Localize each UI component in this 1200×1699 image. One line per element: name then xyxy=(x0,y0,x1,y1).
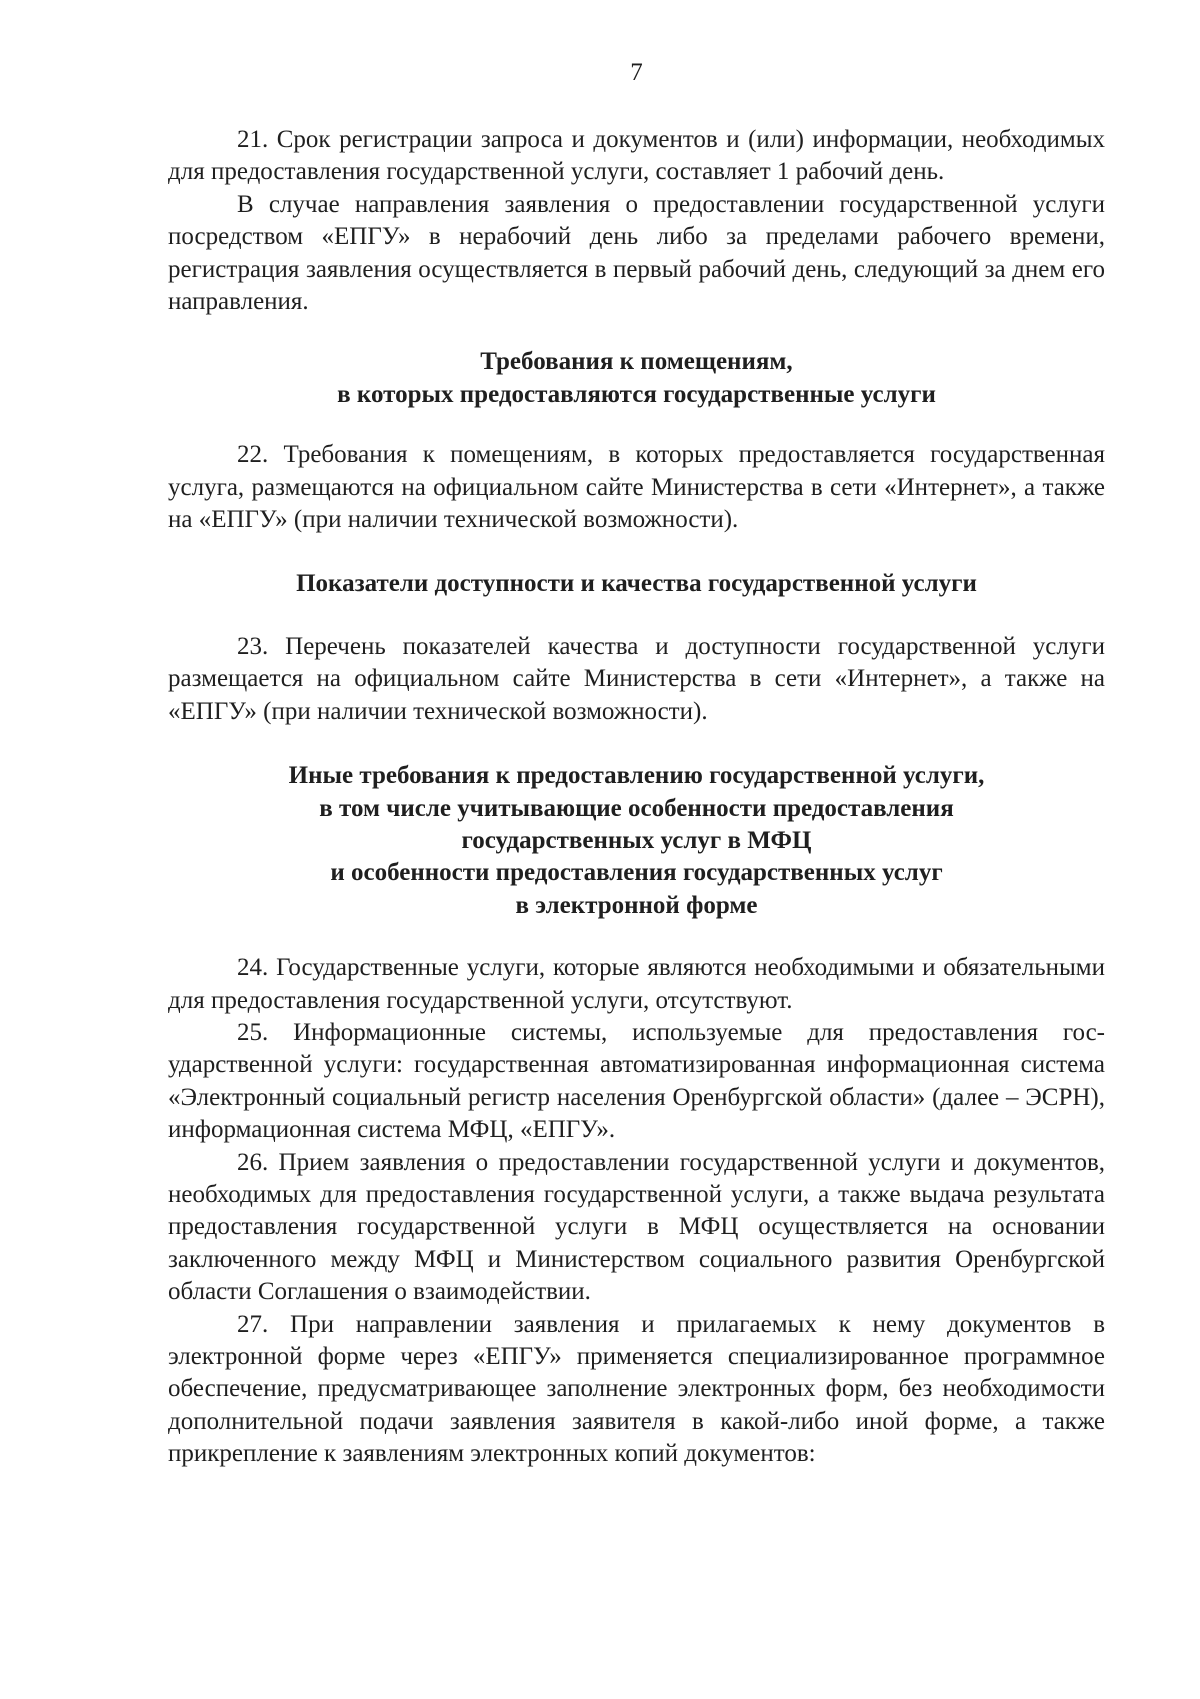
heading-line: Показатели доступности и качества государственной услуги xyxy=(296,570,977,598)
heading-line: в том числе учитывающие особенности предоставления xyxy=(319,794,954,822)
heading-line: в которых предоставляются государственные услуги xyxy=(337,380,936,408)
paragraph-24: 24. Государственные услуги, которые являются необходимыми и обязательными для предоставления государственной услуги, отсутствуют. xyxy=(168,954,1105,1014)
heading-premises-requirements xyxy=(168,346,1105,411)
heading-line: Требования к помещениям, xyxy=(480,348,793,376)
heading-line: государственных услуг в МФЦ xyxy=(461,826,812,854)
page-number: 7 xyxy=(630,59,643,86)
paragraph-21-continuation: В случае направления заявления о предоставлении государственной услуги посредством «ЕПГУ» в нерабочий день либо за пределами рабочего времени, регистрация заявления осуществляется в первый рабочий день, следующий за днем его направления. xyxy=(168,190,1105,316)
heading-accessibility-indicators xyxy=(168,568,1105,600)
heading-other-requirements xyxy=(168,760,1105,922)
heading-line: и особенности предоставления государственных услуг xyxy=(330,859,943,887)
paragraph-25: 25. Информационные системы, используемые для предоставления государственной услуги: государственная автоматизированная информационная система «Электронный социальный регистр населения Оренбургской области» (далее – ЭСРН), информационная система МФЦ, «ЕПГУ». xyxy=(168,1018,1105,1144)
paragraph-27: 27. При направлении заявления и прилагаемых к нему документов в электронной форме через «ЕПГУ» применяется специализированное программное обеспечение, предусматривающее заполнение электронных форм, без необходимости дополнительной подачи заявления заявителя в какой-либо иной форме, а также прикрепление к заявлениям электронных копий документов: xyxy=(168,1310,1105,1468)
paragraph-23: 23. Перечень показателей качества и доступности государственной услуги размещается на официальном сайте Министерства в сети «Интернет», а также на «ЕПГУ» (при наличии технической возможности). xyxy=(168,632,1105,725)
paragraph-22: 22. Требования к помещениям, в которых предоставляется государственная услуга, размещаются на официальном сайте Министерства в сети «Интернет», а также на «ЕПГУ» (при наличии технической возможности). xyxy=(168,441,1105,534)
document-page xyxy=(168,58,1105,1471)
paragraph-26: 26. Прием заявления о предоставлении государственной услуги и документов, необходимых для предоставления государственной услуги, а также выдача результата предоставления государственной услуги в МФЦ осуществляется на основании заключенного между МФЦ и Министерством социального развития Оренбургской области Соглашения о взаимодействии. xyxy=(168,1148,1105,1306)
heading-line: Иные требования к предоставлению государственной услуги, xyxy=(288,762,985,790)
paragraph-21: 21. Срок регистрации запроса и документов и (или) информации, необходимых для предоставления государственной услуги, составляет 1 рабочий день. xyxy=(168,126,1105,186)
heading-line: в электронной форме xyxy=(515,891,758,919)
